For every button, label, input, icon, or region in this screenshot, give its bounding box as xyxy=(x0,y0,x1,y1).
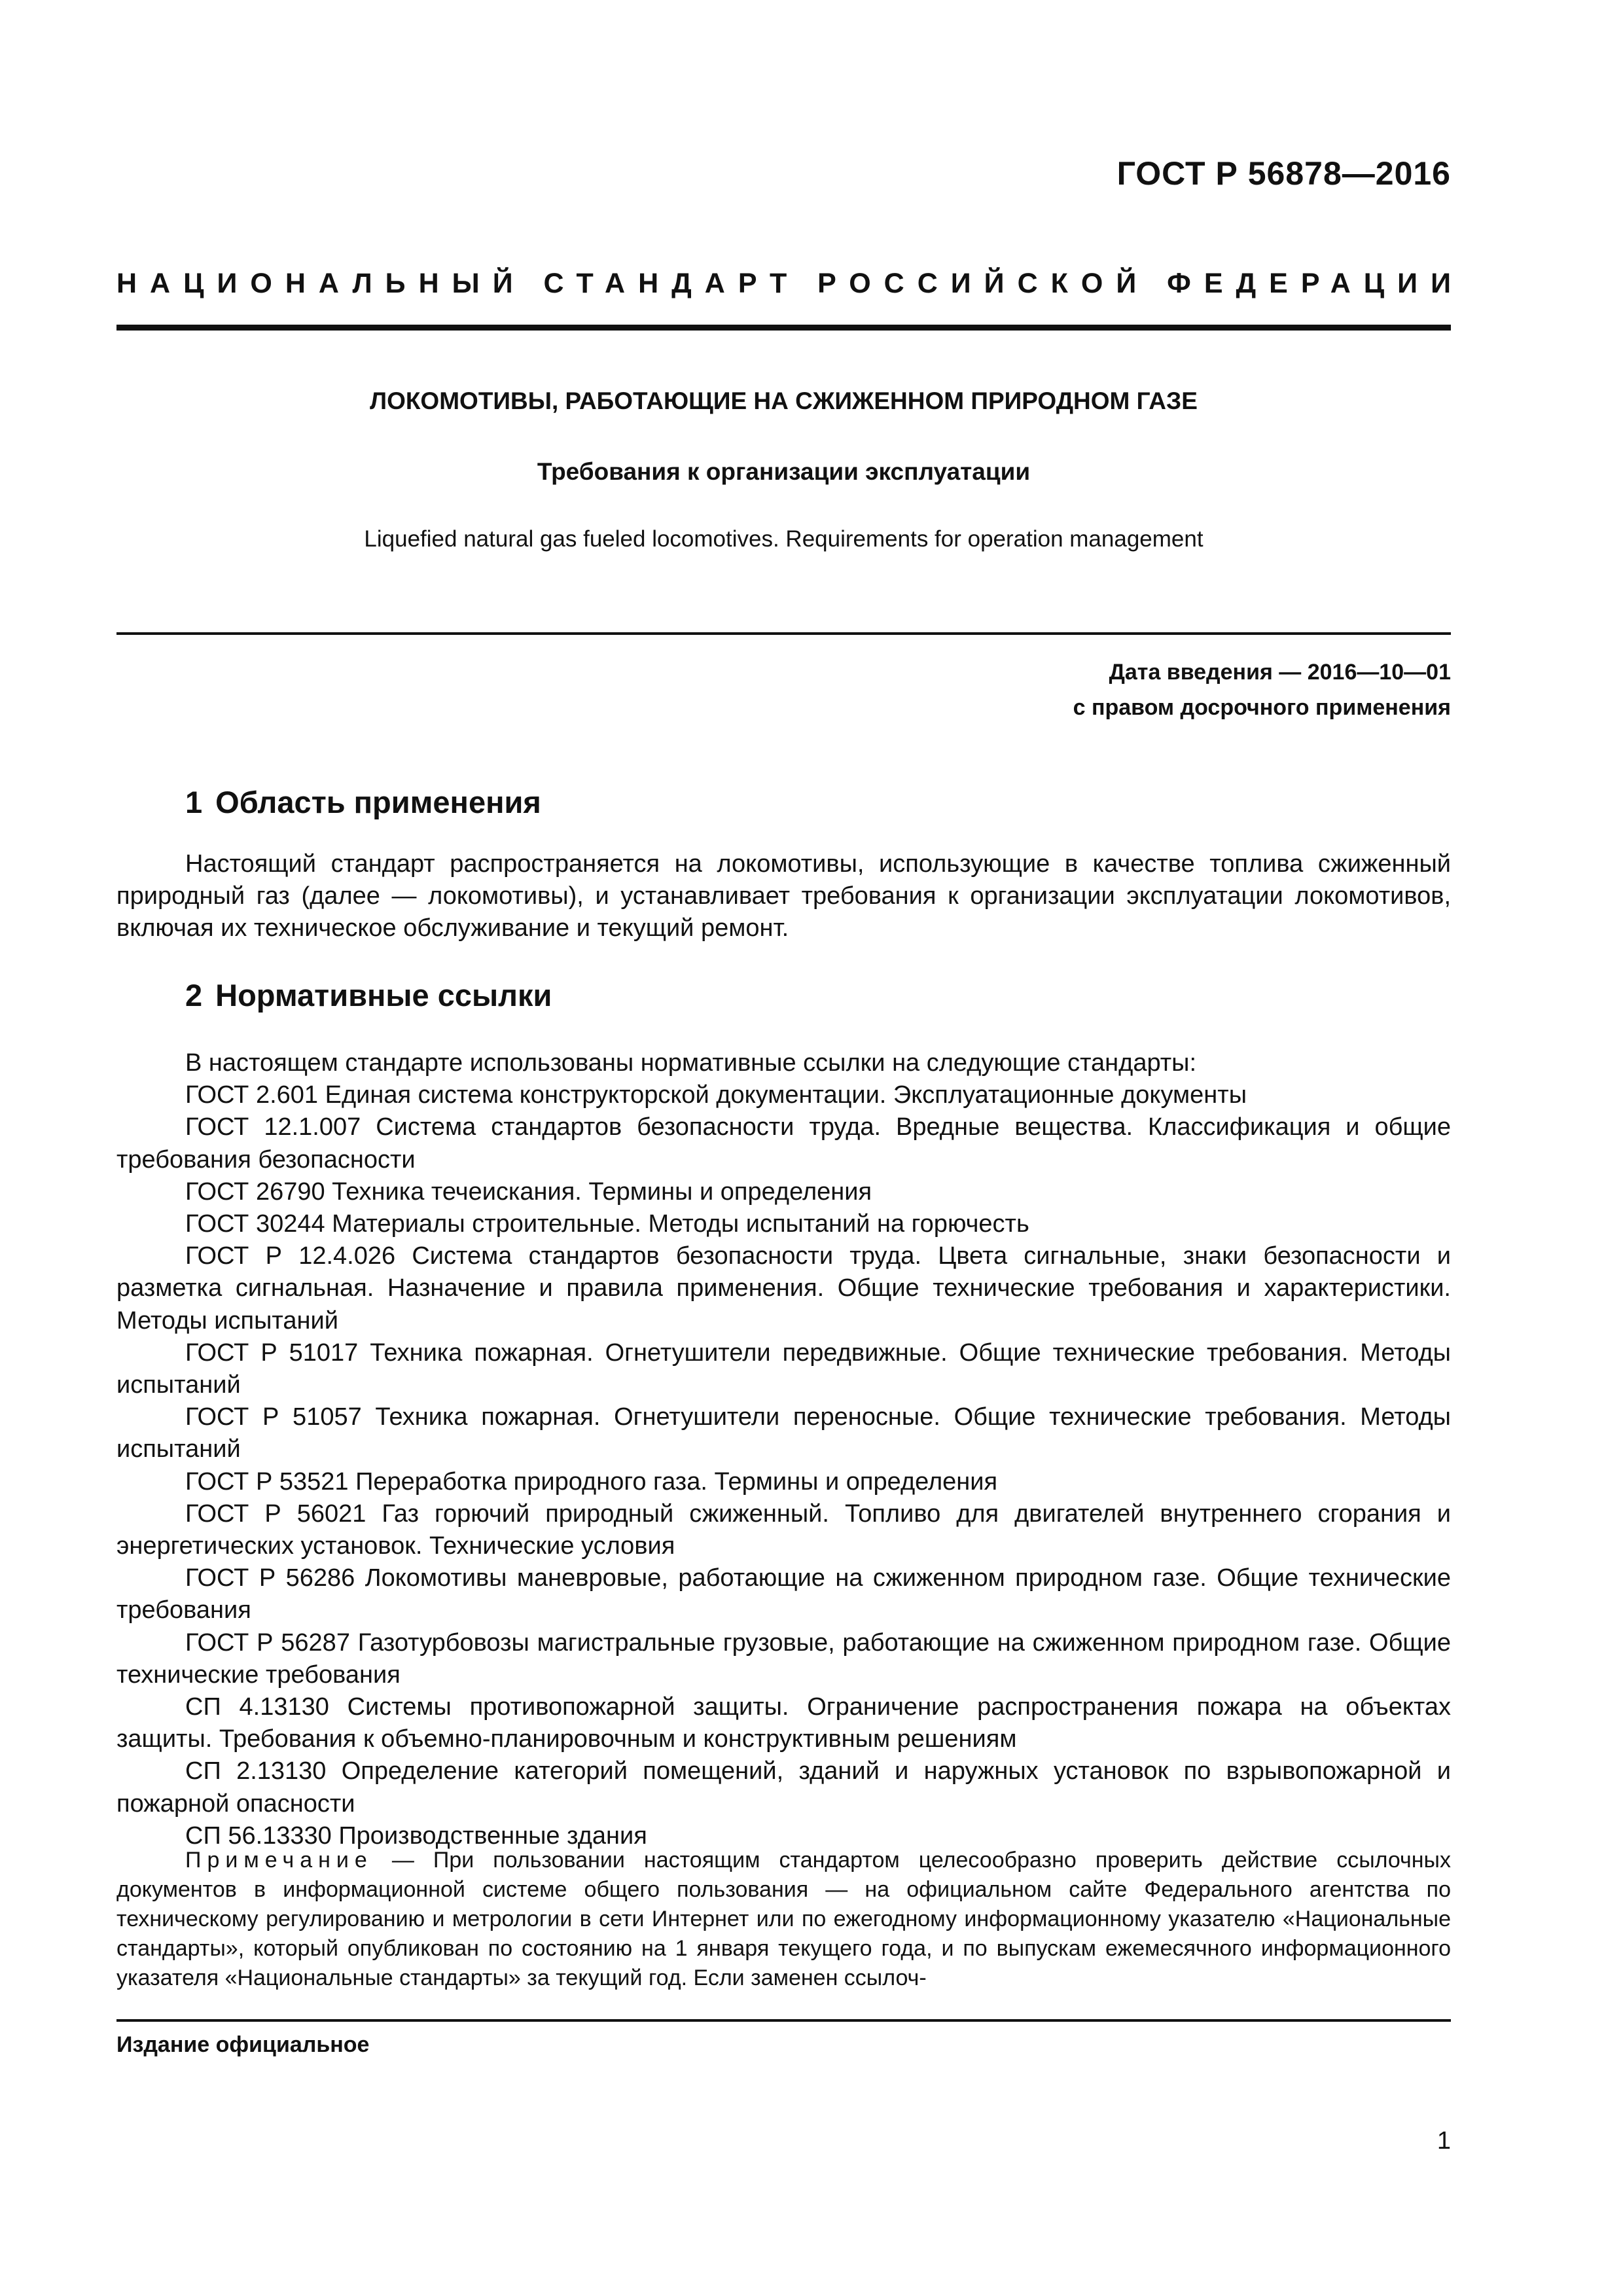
reference-item: СП 2.13130 Определение категорий помещений, зданий и наружных установок по взрывопожарной и пожарной опасности xyxy=(116,1757,1451,1818)
national-title-word: ФЕДЕРАЦИИ xyxy=(1167,267,1464,299)
footer-divider xyxy=(116,2019,1451,2022)
reference-item: СП 56.13330 Производственные здания xyxy=(185,1821,647,1850)
note-paragraph xyxy=(116,1846,1451,1993)
document-code: ГОСТ Р 56878—2016 xyxy=(1116,155,1451,192)
section-title: Область применения xyxy=(215,785,541,819)
section-1-body xyxy=(116,848,1451,944)
reference-item: ГОСТ Р 56286 Локомотивы маневровые, работающие на сжиженном природном газе. Общие технические требования xyxy=(116,1564,1451,1624)
section-number: 1 xyxy=(185,785,203,819)
normative-references-list xyxy=(116,1047,1451,1852)
document-title: ЛОКОМОТИВЫ, РАБОТАЮЩИЕ НА СЖИЖЕННОМ ПРИРОДНОМ ГАЗЕ xyxy=(370,387,1198,414)
page-number: 1 xyxy=(1436,2127,1451,2155)
reference-item: ГОСТ Р 51057 Техника пожарная. Огнетушители переносные. Общие технические требования. Методы испытаний xyxy=(116,1403,1451,1463)
document-title-english: Liquefied natural gas fueled locomotives. Requirements for operation management xyxy=(364,526,1204,552)
reference-item: ГОСТ Р 12.4.026 Система стандартов безопасности труда. Цвета сигнальные, знаки безопасности и разметка сигнальная. Назначение и правила применения. Общие технические требования и характеристики. Методы испытаний xyxy=(116,1242,1451,1335)
document-subtitle: Требования к организации эксплуатации xyxy=(537,458,1031,485)
references-lead: В настоящем стандарте использованы нормативные ссылки на следующие стандарты: xyxy=(185,1049,1197,1077)
introduction-date: Дата введения — 2016—10—01 xyxy=(1109,660,1451,685)
official-edition-label: Издание официальное xyxy=(116,2032,370,2057)
section-number: 2 xyxy=(185,978,203,1013)
national-title-word: СТАНДАРТ xyxy=(543,267,800,299)
section-title: Нормативные ссылки xyxy=(215,978,552,1013)
reference-item: ГОСТ 30244 Материалы строительные. Методы испытаний на горючесть xyxy=(185,1210,1029,1238)
reference-item: ГОСТ Р 56287 Газотурбовозы магистральные грузовые, работающие на сжиженном природном газе. Общие технические требования xyxy=(116,1628,1451,1689)
section-1-paragraph: Настоящий стандарт распространяется на локомотивы, использующие в качестве топлива сжиженный природный газ (далее — локомотивы), и устанавливает требования к организации эксплуатации локомотивов, включая их техническое обслуживание и текущий ремонт. xyxy=(116,850,1451,942)
note-label: Примечание xyxy=(185,1848,373,1873)
section-1-heading xyxy=(185,784,541,820)
introduction-date-block xyxy=(1073,655,1451,725)
reference-item: СП 4.13130 Системы противопожарной защиты. Ограничение распространения пожара на объектах защиты. Требования к объемно-планировочным и конструктивным решениям xyxy=(116,1693,1451,1753)
note-block xyxy=(116,1846,1451,1993)
early-application-note: с правом досрочного применения xyxy=(1073,695,1451,720)
header-divider xyxy=(116,325,1451,331)
reference-item: ГОСТ 12.1.007 Система стандартов безопасности труда. Вредные вещества. Классификация и общие требования безопасности xyxy=(116,1113,1451,1174)
title-divider xyxy=(116,632,1451,635)
reference-item: ГОСТ Р 51017 Техника пожарная. Огнетушители передвижные. Общие технические требования. Методы испытаний xyxy=(116,1338,1451,1399)
national-title-word: РОССИЙСКОЙ xyxy=(817,267,1150,299)
national-title-word: НАЦИОНАЛЬНЫЙ xyxy=(116,267,526,299)
reference-item: ГОСТ Р 56021 Газ горючий природный сжиженный. Топливо для двигателей внутреннего сгорания и энергетических установок. Технические условия xyxy=(116,1499,1451,1560)
national-standard-title xyxy=(116,260,1464,306)
reference-item: ГОСТ 26790 Техника течеискания. Термины и определения xyxy=(185,1177,872,1206)
section-2-heading xyxy=(185,977,552,1013)
reference-item: ГОСТ Р 53521 Переработка природного газа. Термины и определения xyxy=(185,1467,998,1496)
reference-item: ГОСТ 2.601 Единая система конструкторской документации. Эксплуатационные документы xyxy=(185,1081,1247,1109)
note-text: — При пользовании настоящим стандартом целесообразно проверить действие ссылочных документов в информационной системе общего пользования — на официальном сайте Федерального агентства по техническому регулированию и метрологии в сети Интернет или по ежегодному информационному указателю «Национальные стандарты», который опубликован по состоянию на 1 января текущего года, и по выпускам ежемесячного информационного указателя «Национальные стандарты» за текущий год. Если заменен ссылоч- xyxy=(116,1848,1451,1990)
